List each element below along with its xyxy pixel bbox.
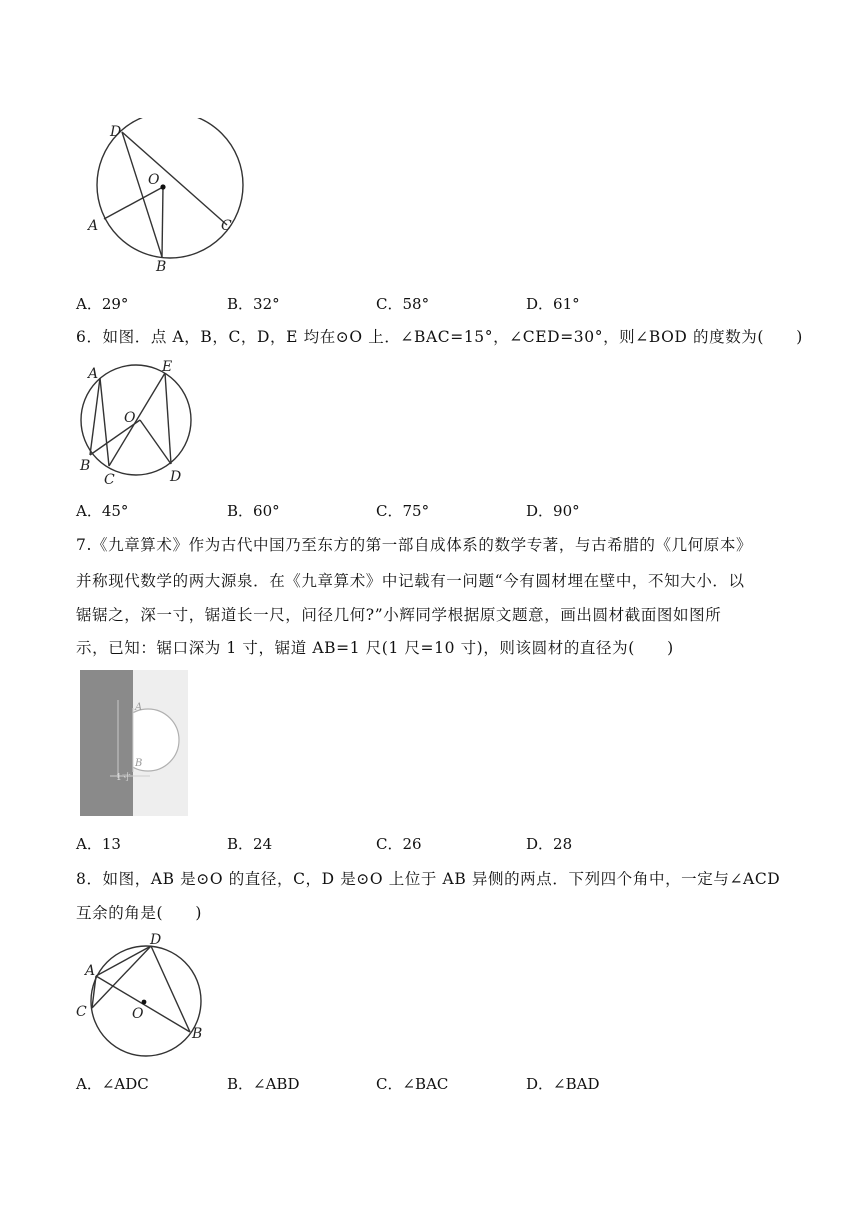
q5-label-A: A	[88, 218, 99, 234]
q5-option-b: B．32°	[227, 295, 280, 313]
q8-line-AC	[92, 976, 96, 1008]
q8-label-A: A	[85, 963, 96, 979]
q6-option-d: D．90°	[526, 502, 580, 520]
q8-option-a: A．∠ADC	[76, 1075, 149, 1093]
q8-line-DB	[151, 946, 190, 1032]
q8-figure	[72, 930, 212, 1060]
q6-line-ED	[165, 373, 171, 464]
q8-option-b: B．∠ABD	[227, 1075, 300, 1093]
q6-line-EC	[109, 373, 165, 466]
q7-figure	[80, 670, 190, 816]
q5-line-DB	[122, 132, 162, 257]
q5-figure	[80, 118, 250, 278]
q5-center-dot	[160, 184, 165, 189]
q6-figure	[76, 356, 206, 486]
q8-label-O: O	[132, 1006, 144, 1022]
q5-label-C: C	[221, 218, 232, 234]
q7-option-a: A．13	[76, 835, 121, 853]
q6-line-OD	[140, 420, 171, 464]
q6-line-AC	[100, 378, 109, 466]
q7-option-b: B．24	[227, 835, 273, 853]
q5-line-DC	[122, 132, 227, 225]
q8-stem-line-2: 互余的角是( )	[76, 904, 202, 922]
q6-label-C: C	[104, 472, 115, 486]
q6-option-c: C．75°	[376, 502, 430, 520]
q6-label-B: B	[80, 458, 91, 474]
q6-label-E: E	[162, 359, 173, 375]
q5-label-O: O	[148, 172, 160, 188]
q7-label-B: B	[135, 758, 143, 769]
q8-label-B: B	[192, 1026, 203, 1042]
q8-label-D: D	[150, 932, 162, 948]
q8-center-dot	[142, 1000, 147, 1005]
q5-label-D: D	[110, 124, 122, 140]
q6-stem: 6．如图．点 A，B，C，D，E 均在⊙O 上．∠BAC=15°，∠CED=30°，则∠BOD 的度数为( )	[76, 328, 803, 346]
q6-line-AB	[90, 378, 100, 455]
q6-label-A: A	[88, 366, 99, 382]
q8-option-d: D．∠BAD	[526, 1075, 600, 1093]
q7-stem-line-3: 锯锯之，深一寸，锯道长一尺，问径几何?”小辉同学根据原文题意，画出圆材截面图如图所	[76, 606, 722, 624]
q5-label-B: B	[156, 259, 167, 275]
q5-line-OB	[162, 187, 163, 257]
q7-option-d: D．28	[526, 835, 573, 853]
q7-wall-cover	[80, 670, 133, 816]
q8-label-C: C	[76, 1004, 87, 1020]
q7-stem-line-2: 并称现代数学的两大源泉．在《九章算术》中记载有一问题“今有圆材埋在壁中，不知大小．以	[76, 572, 745, 590]
q7-option-c: C．26	[376, 835, 422, 853]
q5-line-AO	[104, 187, 163, 219]
q7-label-A: A	[135, 702, 143, 713]
q7-stem-line-4: 示，已知：锯口深为 1 寸，锯道 AB=1 尺(1 尺=10 寸)，则该圆材的直径为( )	[76, 639, 674, 657]
q5-option-c: C．58°	[376, 295, 430, 313]
q7-stem-line-1: 7.《九章算术》作为古代中国乃至东方的第一部自成体系的数学专著，与古希腊的《几何原本》	[76, 536, 753, 554]
q8-stem-line-1: 8．如图，AB 是⊙O 的直径，C，D 是⊙O 上位于 AB 异侧的两点．下列四个角中，一定与∠ACD	[76, 870, 781, 888]
q7-label-depth: 1寸	[116, 773, 131, 783]
q6-label-D: D	[170, 469, 182, 485]
q6-label-O: O	[124, 410, 136, 426]
q8-line-CD	[92, 946, 151, 1008]
q6-option-a: A．45°	[76, 502, 129, 520]
q5-option-a: A．29°	[76, 295, 129, 313]
q6-option-b: B．60°	[227, 502, 280, 520]
q8-option-c: C．∠BAC	[376, 1075, 449, 1093]
q5-option-d: D．61°	[526, 295, 580, 313]
